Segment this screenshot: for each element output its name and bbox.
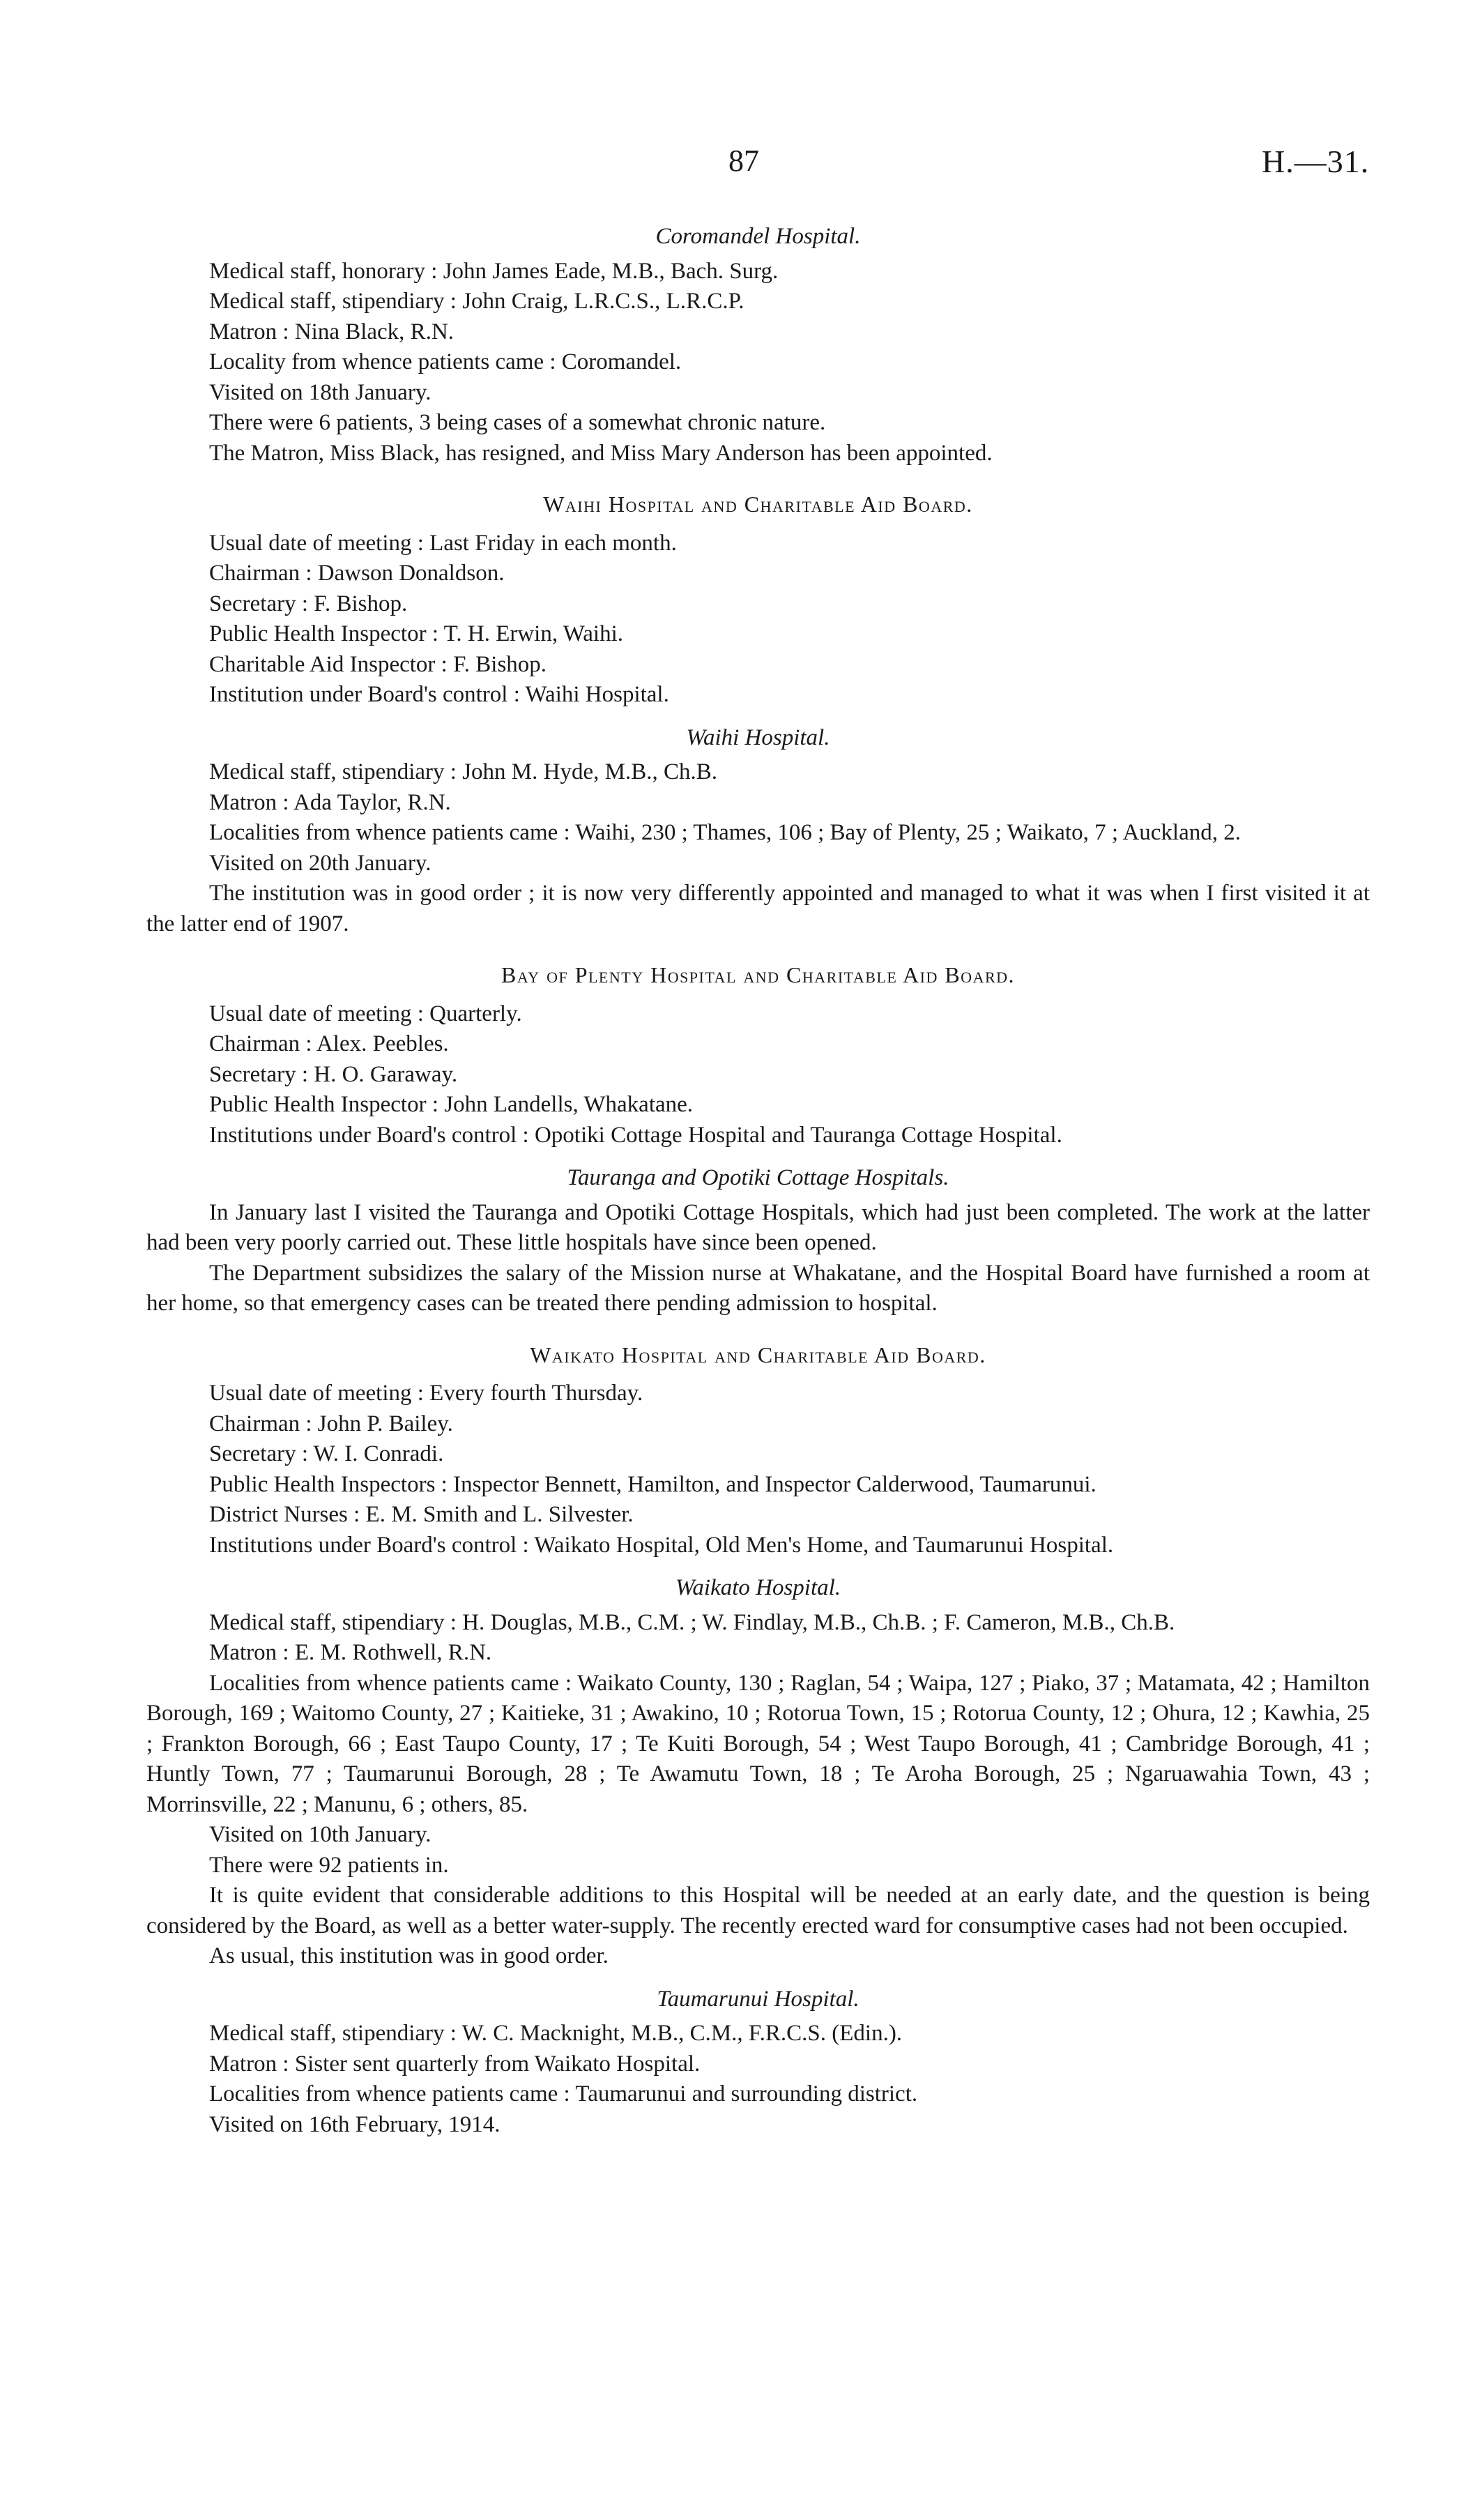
- text-line: Visited on 18th January.: [209, 379, 431, 405]
- text-line: Matron : Ada Taylor, R.N.: [209, 789, 451, 815]
- text-line: Secretary : W. I. Conradi.: [209, 1441, 444, 1466]
- paragraph-remark: The institution was in good order ; it is now very differently appointed and managed to what it was when I first visited it at the latter end of 1907.: [146, 881, 1370, 936]
- paragraph-localities: Localities from whence patients came : Waikato County, 130 ; Raglan, 54 ; Waipa, 127 ; Piako, 37 ; Matamata, 42 ; Hamilton Borough, 169 ; Waitomo County, 27 ; Kaitieke, 31 ; Awakino, 10 ; Rotorua Town, 15 ; Rotorua County, 12 ; Ohura, 12 ; Kawhia, 25 ; Frankton Borough, 66 ; East Taupo County, 17 ; Te Kuiti Borough, 54 ; West Taupo Borough, 41 ; Cambridge Borough, 41 ; Huntly Town, 77 ; Taumarunui Borough, 28 ; Te Awamutu Town, 18 ; Te Aroha Borough, 25 ; Ngaruawahia Town, 43 ; Morrinsville, 22 ; Manunu, 6 ; others, 85.: [146, 1670, 1370, 1817]
- section-title-waihi-board: Waihi Hospital and Charitable Aid Board.: [543, 492, 973, 517]
- section-title-tauranga-opotiki: Tauranga and Opotiki Cottage Hospitals.: [567, 1165, 949, 1190]
- text-line: Chairman : John P. Bailey.: [209, 1411, 453, 1436]
- text-line: Public Health Inspectors : Inspector Bennett, Hamilton, and Inspector Calderwood, Taumarunui.: [209, 1471, 1097, 1497]
- text-line: Matron : Sister sent quarterly from Waikato Hospital.: [209, 2051, 701, 2077]
- text-line: Public Health Inspector : John Landells, Whakatane.: [209, 1092, 694, 1117]
- text-line: Usual date of meeting : Quarterly.: [209, 1001, 522, 1026]
- paragraph-remark: It is quite evident that considerable additions to this Hospital will be needed at an early date, and the question is being considered by the Board, as well as a better water-supply. The recently erected ward for consumptive cases had not been occupied.: [146, 1883, 1370, 1938]
- text-line: Medical staff, stipendiary : John M. Hyde, M.B., Ch.B.: [209, 759, 717, 784]
- text-line: Chairman : Dawson Donaldson.: [209, 561, 505, 586]
- text-line: Public Health Inspector : T. H. Erwin, Waihi.: [209, 621, 623, 646]
- section-title-waikato-board: Waikato Hospital and Charitable Aid Board.: [530, 1342, 986, 1367]
- paragraph-staff: Medical staff, stipendiary : H. Douglas, M.B., C.M. ; W. Findlay, M.B., Ch.B. ; F. Cameron, M.B., Ch.B.: [209, 1609, 1175, 1635]
- text-line: Matron : E. M. Rothwell, R.N.: [209, 1640, 492, 1665]
- text-line: There were 6 patients, 3 being cases of a somewhat chronic nature.: [209, 410, 826, 435]
- text-line: Usual date of meeting : Last Friday in each month.: [209, 530, 677, 556]
- document-reference: H.—31.: [1262, 144, 1370, 179]
- paragraph-visit: In January last I visited the Tauranga and Opotiki Cottage Hospitals, which had just been completed. The work at the latter had been very poorly carried out. These little hospitals have since been opened.: [146, 1199, 1370, 1255]
- text-line: Localities from whence patients came : Taumarunui and surrounding district.: [209, 2081, 918, 2107]
- section-title-taumarunui-hospital: Taumarunui Hospital.: [657, 1986, 860, 2012]
- page-header: [0, 143, 1482, 192]
- page-content: [146, 209, 1370, 2140]
- text-line: Visited on 20th January.: [209, 850, 431, 876]
- text-line: The Matron, Miss Black, has resigned, and Miss Mary Anderson has been appointed.: [209, 440, 993, 466]
- text-line: As usual, this institution was in good order.: [209, 1943, 609, 1968]
- text-line: Institutions under Board's control : Opotiki Cottage Hospital and Tauranga Cottage Hospital.: [209, 1122, 1062, 1148]
- text-line: Visited on 16th February, 1914.: [209, 2111, 501, 2137]
- text-line: Medical staff, honorary : John James Eade, M.B., Bach. Surg.: [209, 258, 779, 284]
- text-line: Medical staff, stipendiary : John Craig, L.R.C.S., L.R.C.P.: [209, 289, 744, 314]
- section-title-bay-of-plenty-board: Bay of Plenty Hospital and Charitable Aid Board.: [501, 962, 1016, 987]
- page-number: 87: [728, 144, 759, 178]
- text-line: Locality from whence patients came : Coromandel.: [209, 349, 682, 374]
- text-line: Visited on 10th January.: [209, 1822, 431, 1847]
- paragraph-localities: Localities from whence patients came : Waihi, 230 ; Thames, 106 ; Bay of Plenty, 25 ; Waikato, 7 ; Auckland, 2.: [209, 820, 1241, 845]
- text-line: Secretary : H. O. Garaway.: [209, 1061, 458, 1087]
- section-title-waihi-hospital: Waihi Hospital.: [686, 724, 830, 750]
- text-line: Institution under Board's control : Waihi Hospital.: [209, 682, 669, 707]
- text-line: Matron : Nina Black, R.N.: [209, 319, 454, 344]
- section-title-coromandel-hospital: Coromandel Hospital.: [655, 224, 861, 249]
- text-line: Medical staff, stipendiary : W. C. Macknight, M.B., C.M., F.R.C.S. (Edin.).: [209, 2021, 903, 2046]
- text-line: Chairman : Alex. Peebles.: [209, 1031, 449, 1056]
- text-line: Usual date of meeting : Every fourth Thursday.: [209, 1381, 643, 1406]
- text-line: Institutions under Board's control : Waikato Hospital, Old Men's Home, and Taumarunui Hospital.: [209, 1532, 1114, 1558]
- text-line: There were 92 patients in.: [209, 1852, 449, 1878]
- text-line: Secretary : F. Bishop.: [209, 591, 408, 616]
- text-line: Charitable Aid Inspector : F. Bishop.: [209, 651, 547, 677]
- paragraph-mission-nurse: The Department subsidizes the salary of the Mission nurse at Whakatane, and the Hospital Board have furnished a room at her home, so that emergency cases can be treated there pending admission to hospital.: [146, 1260, 1370, 1316]
- text-line: District Nurses : E. M. Smith and L. Silvester.: [209, 1502, 634, 1527]
- section-title-waikato-hospital: Waikato Hospital.: [675, 1575, 841, 1600]
